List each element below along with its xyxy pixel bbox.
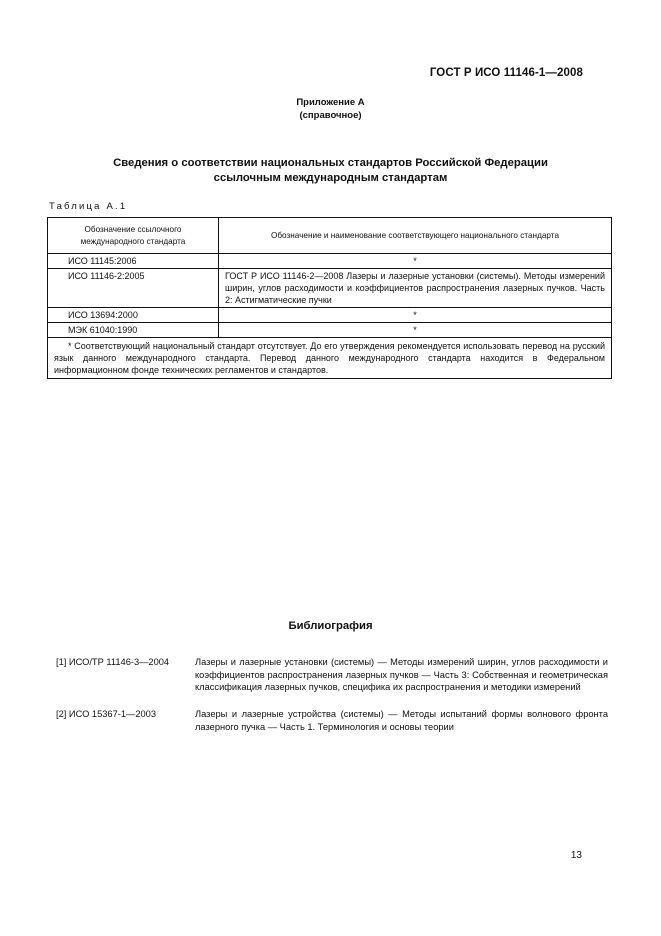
table-cell-national: * bbox=[219, 254, 612, 269]
bibliography-text: Лазеры и лазерные устройства (системы) — Методы испытаний формы волнового фронта лазерного пучка — Часть 1. Терминология и основы теории bbox=[195, 709, 608, 732]
appendix-title: Приложение А bbox=[296, 97, 365, 108]
document-code: ГОСТ Р ИСО 11146-1—2008 bbox=[429, 67, 583, 79]
table-cell-ref: ИСО 13694:2000 bbox=[48, 308, 219, 323]
bibliography-text: Лазеры и лазерные установки (системы) — Методы измерений ширин, углов расходимости и коэффициентов распространения лазерных пучков — Часть 3: Собственная и геометрическая классификация лазерных пучков, специфика их распространения и методики измерений bbox=[195, 657, 608, 693]
bibliography-ref: [2] ИСО 15367-1—2003 bbox=[56, 709, 157, 719]
table-label: Таблица А.1 bbox=[49, 201, 128, 212]
table-row bbox=[48, 254, 612, 269]
bibliography-item bbox=[56, 656, 608, 694]
table-row bbox=[48, 308, 612, 323]
table-row bbox=[48, 323, 612, 338]
table-footnote bbox=[48, 338, 612, 379]
table-header-row bbox=[48, 218, 612, 254]
page-number: 13 bbox=[570, 850, 582, 861]
section-title bbox=[0, 156, 661, 186]
bibliography-ref: [1] ИСО/ТР 11146-3—2004 bbox=[56, 657, 170, 667]
table-cell-ref: ИСО 11145:2006 bbox=[48, 254, 219, 269]
appendix-subtitle: (справочное) bbox=[299, 110, 362, 121]
correspondence-table bbox=[47, 217, 612, 379]
section-title-line-1: Сведения о соответствии национальных стандартов Российской Федерации bbox=[113, 157, 548, 169]
appendix-heading bbox=[0, 96, 661, 122]
table-cell-national: * bbox=[219, 308, 612, 323]
table-header-ref-line-1: Обозначение ссылочного bbox=[84, 224, 182, 234]
table-footnote-row bbox=[48, 338, 612, 379]
bibliography-title: Библиография bbox=[288, 620, 373, 632]
table-header-national: Обозначение и наименование соответствующего национального стандарта bbox=[219, 218, 612, 254]
table-row bbox=[48, 269, 612, 308]
table-footnote-text: * Соответствующий национальный стандарт отсутствует. До его утверждения рекомендуется использовать перевод на русский язык данного международного стандарта. Перевод данного международного стандарта находится в Федеральном информационном фонде технических регламентов и стандартов. bbox=[54, 341, 605, 375]
section-title-line-2: ссылочным международным стандартам bbox=[213, 172, 448, 184]
table-header-ref bbox=[48, 218, 219, 254]
table-header-ref-line-2: международного стандарта bbox=[80, 236, 186, 246]
table-cell-ref: МЭК 61040:1990 bbox=[48, 323, 219, 338]
table-cell-national: ГОСТ Р ИСО 11146-2—2008 Лазеры и лазерные установки (системы). Методы измерений ширин, углов расходимости и коэффициентов распространения лазерных пучков. Часть 2: Астигматические пучки bbox=[219, 269, 612, 308]
table-cell-national: * bbox=[219, 323, 612, 338]
table-cell-ref: ИСО 11146-2:2005 bbox=[48, 269, 219, 308]
bibliography-item bbox=[56, 708, 608, 733]
